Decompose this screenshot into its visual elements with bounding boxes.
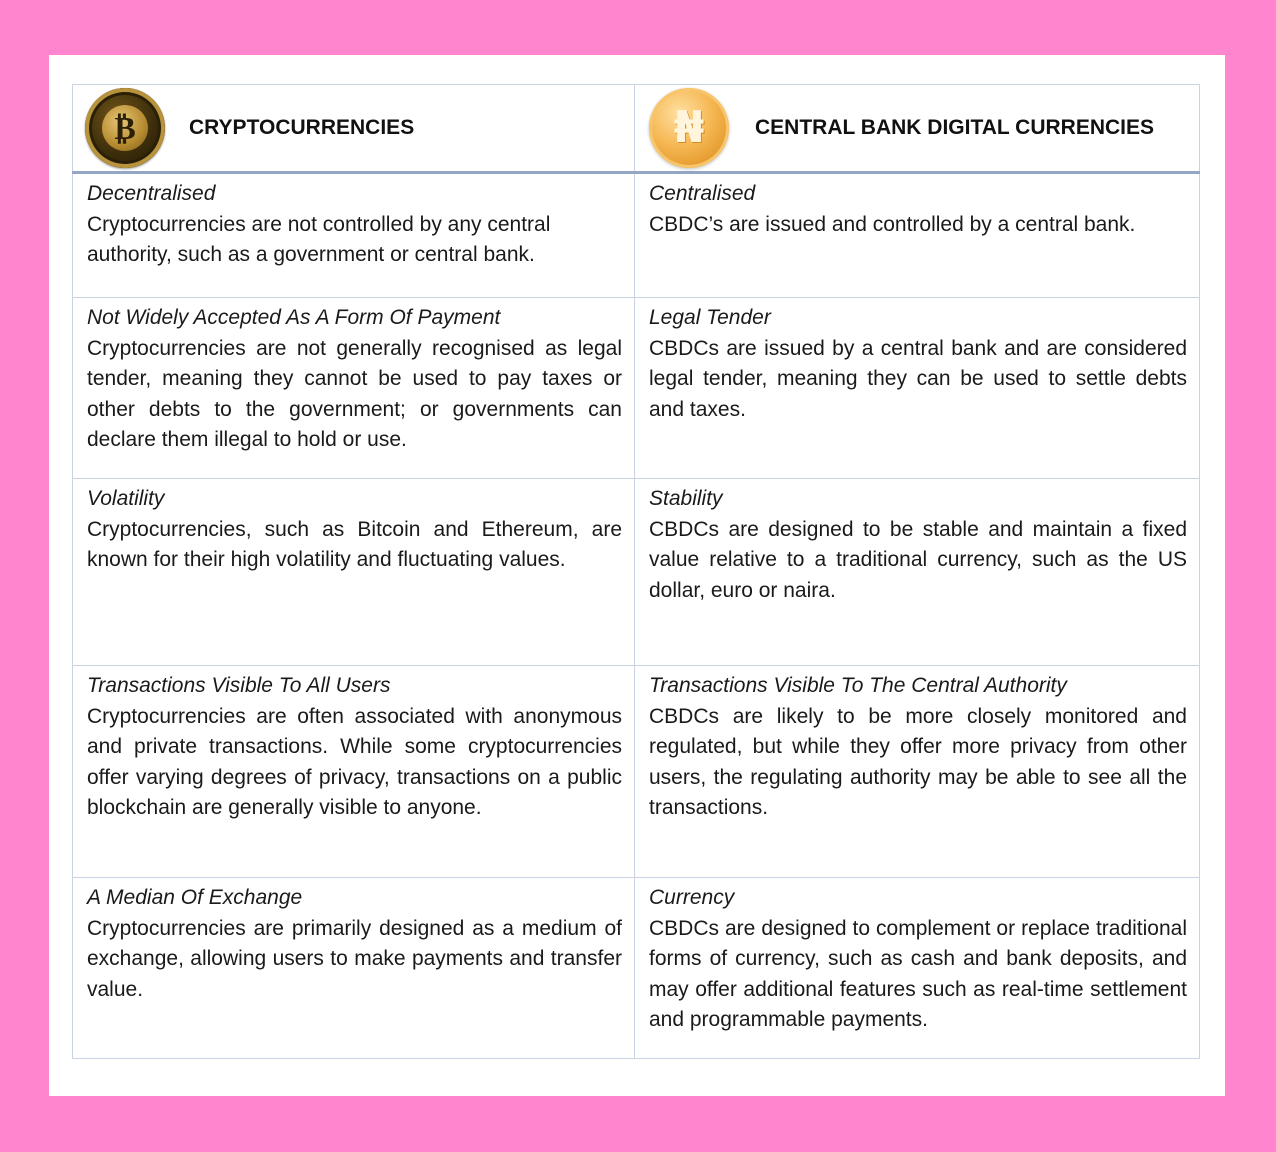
cell-right xyxy=(635,298,1200,479)
cell-left xyxy=(73,298,635,479)
cell-left xyxy=(73,479,635,666)
item-title: Transactions Visible To All Users xyxy=(87,674,391,697)
cell-left xyxy=(73,878,635,1059)
header-cbdc xyxy=(635,85,1200,173)
table-row xyxy=(73,666,1200,878)
table-header-row xyxy=(73,85,1200,173)
cell-right xyxy=(635,479,1200,666)
item-title: Legal Tender xyxy=(649,306,771,329)
bitcoin-coin-icon: ₿ xyxy=(85,88,165,168)
item-body: CBDCs are likely to be more closely monitored and regulated, but while they offer more privacy from other users, the regulating authority may be able to see all the transactions. xyxy=(649,704,1187,819)
item-body: CBDCs are designed to be stable and maintain a fixed value relative to a traditional currency, such as the US dollar, euro or naira. xyxy=(649,517,1187,602)
item-body: Cryptocurrencies, such as Bitcoin and Ethereum, are known for their high volatility and fluctuating values. xyxy=(87,517,622,571)
item-title: Volatility xyxy=(87,487,165,510)
naira-coin-icon: ₦ xyxy=(649,88,729,168)
item-body: CBDCs are issued by a central bank and are considered legal tender, meaning they can be used to settle debts and taxes. xyxy=(649,336,1187,421)
item-body: CBDC’s are issued and controlled by a central bank. xyxy=(649,212,1136,236)
item-title: Stability xyxy=(649,487,723,510)
header-title-left: CRYPTOCURRENCIES xyxy=(189,115,415,139)
item-title: A Median Of Exchange xyxy=(87,886,303,909)
table-row xyxy=(73,173,1200,298)
comparison-table xyxy=(72,84,1200,1059)
item-body: CBDCs are designed to complement or replace traditional forms of currency, such as cash and bank deposits, and may offer additional features such as real-time settlement and programmable payments. xyxy=(649,916,1187,1031)
item-title: Transactions Visible To The Central Authority xyxy=(649,674,1067,697)
table-row xyxy=(73,298,1200,479)
cell-left xyxy=(73,173,635,298)
item-body: Cryptocurrencies are often associated with anonymous and private transactions. While some cryptocurrencies offer varying degrees of privacy, transactions on a public blockchain are generally visible to anyone. xyxy=(87,704,622,819)
header-title-right: CENTRAL BANK DIGITAL CURRENCIES xyxy=(755,115,1155,139)
item-body: Cryptocurrencies are not generally recognised as legal tender, meaning they cannot be used to pay taxes or other debts to the government; or governments can declare them illegal to hold or use. xyxy=(87,336,622,451)
table-row xyxy=(73,479,1200,666)
cell-left xyxy=(73,666,635,878)
item-title: Centralised xyxy=(649,182,756,205)
item-body: Cryptocurrencies are primarily designed as a medium of exchange, allowing users to make payments and transfer value. xyxy=(87,916,622,1001)
item-title: Decentralised xyxy=(87,182,216,205)
header-cryptocurrencies xyxy=(73,85,635,173)
item-title: Currency xyxy=(649,886,735,909)
cell-right xyxy=(635,878,1200,1059)
table-row xyxy=(73,878,1200,1059)
item-title: Not Widely Accepted As A Form Of Payment xyxy=(87,306,501,329)
comparison-card xyxy=(49,55,1225,1096)
cell-right xyxy=(635,666,1200,878)
cell-right xyxy=(635,173,1200,298)
item-body: Cryptocurrencies are not controlled by any central authority, such as a government or central bank. xyxy=(87,212,551,266)
